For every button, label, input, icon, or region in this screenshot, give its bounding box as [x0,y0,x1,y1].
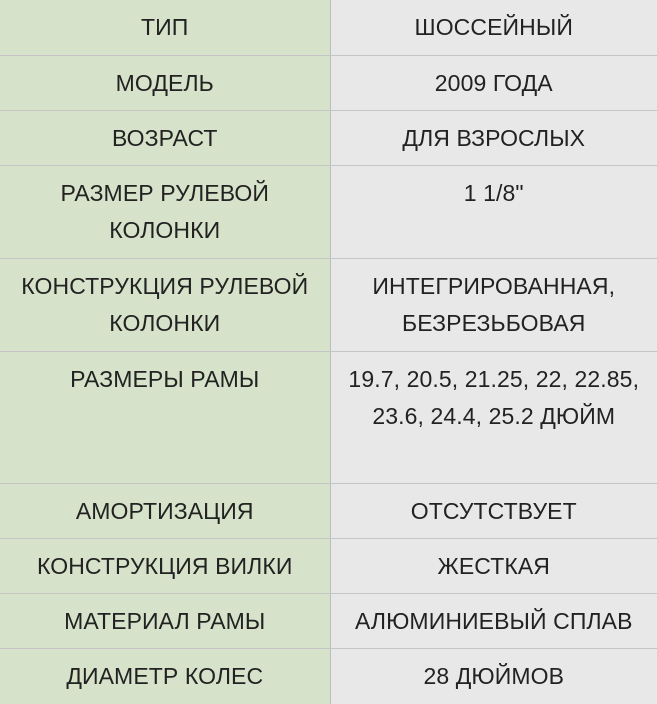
spec-value: АЛЮМИНИЕВЫЙ СПЛАВ [330,593,657,648]
spec-row-headset-type [0,258,657,351]
spec-value: 28 ДЮЙМОВ [330,648,657,704]
spec-label: МАТЕРИАЛ РАМЫ [0,593,330,648]
spec-label: РАЗМЕР РУЛЕВОЙ КОЛОНКИ [0,165,330,258]
spec-row-frame-material [0,593,657,648]
spec-row-headset-size [0,165,657,258]
spec-row-age [0,110,657,165]
spec-row-wheel-diameter [0,648,657,704]
spec-value: 19.7, 20.5, 21.25, 22, 22.85, 23.6, 24.4, 25.2 ДЮЙМ [330,351,657,483]
spec-row-frame-sizes [0,351,657,483]
spec-label: ТИП [0,0,330,55]
spec-row-model [0,55,657,110]
spec-label: РАЗМЕРЫ РАМЫ [0,351,330,483]
spec-value: ИНТЕГРИРОВАННАЯ, БЕЗРЕЗЬБОВАЯ [330,258,657,351]
spec-label: ВОЗРАСТ [0,110,330,165]
spec-value: ШОССЕЙНЫЙ [330,0,657,55]
spec-label: КОНСТРУКЦИЯ РУЛЕВОЙ КОЛОНКИ [0,258,330,351]
spec-row-fork [0,538,657,593]
spec-row-type [0,0,657,55]
spec-value: ДЛЯ ВЗРОСЛЫХ [330,110,657,165]
spec-value: ЖЕСТКАЯ [330,538,657,593]
spec-label: АМОРТИЗАЦИЯ [0,483,330,538]
spec-label: МОДЕЛЬ [0,55,330,110]
spec-value: ОТСУТСТВУЕТ [330,483,657,538]
spec-label: ДИАМЕТР КОЛЕС [0,648,330,704]
spec-label: КОНСТРУКЦИЯ ВИЛКИ [0,538,330,593]
spec-value: 1 1/8" [330,165,657,258]
spec-value: 2009 ГОДА [330,55,657,110]
spec-row-suspension [0,483,657,538]
